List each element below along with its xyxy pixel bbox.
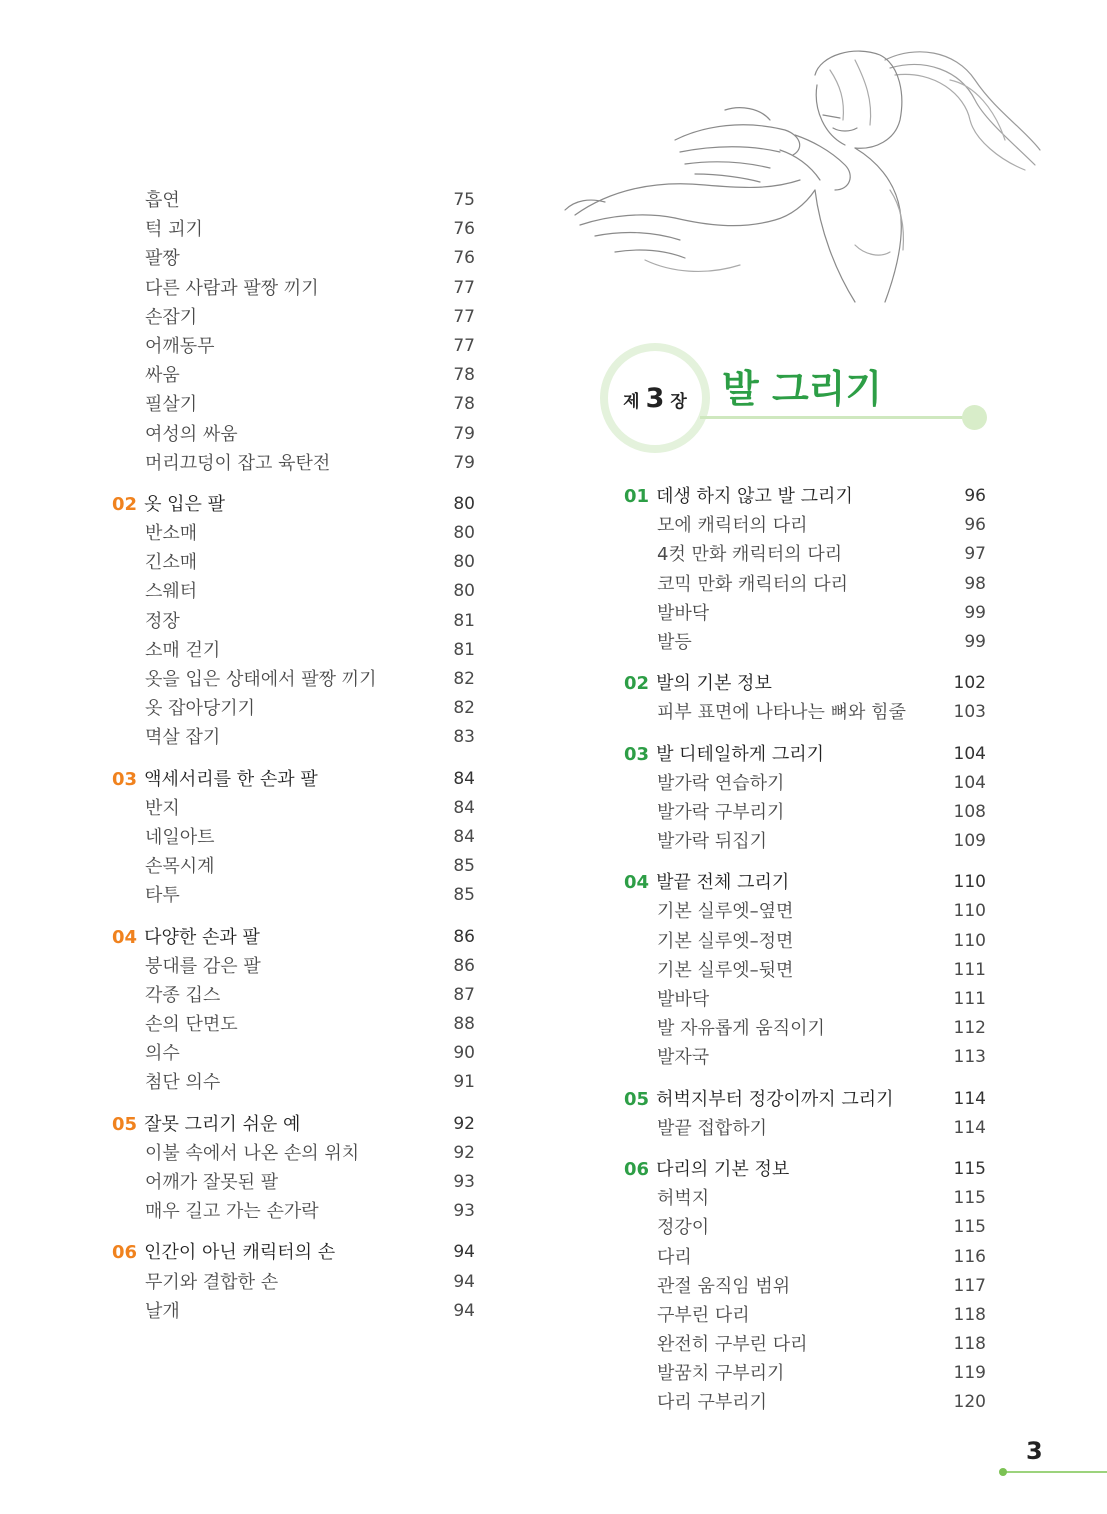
section-number: 02	[112, 493, 138, 515]
page-ref: 94	[453, 1271, 475, 1292]
toc-entry[interactable]: 발가락 뒤집기 109	[624, 827, 986, 856]
toc-entry[interactable]: 긴소매 80	[112, 548, 475, 577]
toc-entry[interactable]: 붕대를 감은 팔 86	[112, 952, 475, 981]
toc-entry[interactable]: 흡연 75	[112, 186, 475, 215]
section-number: 03	[112, 768, 138, 790]
section-title: 액세서리를 한 손과 팔	[144, 768, 318, 790]
page-ref: 117	[953, 1275, 986, 1296]
chapter-divider-dot	[962, 405, 987, 430]
toc-entry[interactable]: 여성의 싸움 79	[112, 420, 475, 449]
section-title: 인간이 아닌 캐릭터의 손	[144, 1242, 336, 1264]
toc-section-heading[interactable]	[112, 765, 475, 794]
toc-entry[interactable]: 소매 걷기 81	[112, 636, 475, 665]
section-title: 옷 입은 팔	[144, 493, 226, 515]
section-number: 01	[624, 486, 650, 507]
page-ref: 90	[453, 1043, 475, 1064]
toc-section	[624, 1155, 986, 1418]
section-number: 04	[112, 926, 138, 948]
toc-entry[interactable]: 옷 잡아당기기 82	[112, 694, 475, 723]
page-ref: 80	[453, 493, 475, 514]
toc-entry[interactable]: 의수 90	[112, 1039, 475, 1068]
page-ref: 104	[953, 743, 986, 764]
toc-section	[624, 740, 986, 857]
page-ref: 76	[453, 248, 475, 269]
page-ref: 98	[964, 573, 986, 594]
page-number-underline	[1003, 1471, 1107, 1473]
page-ref: 111	[953, 989, 986, 1009]
toc-right-column	[624, 482, 986, 1418]
page-ref: 83	[453, 727, 475, 748]
page-ref: 115	[953, 1217, 986, 1238]
toc-entry[interactable]: 팔짱 76	[112, 244, 475, 273]
toc-entry[interactable]: 발가락 연습하기 104	[624, 769, 986, 798]
page-ref: 99	[964, 602, 986, 623]
toc-entry[interactable]: 머리끄덩이 잡고 육탄전 79	[112, 449, 475, 478]
page-ref: 113	[953, 1047, 986, 1068]
section-number: 03	[624, 743, 650, 765]
toc-entry[interactable]: 네일아트 84	[112, 823, 475, 852]
page-ref: 78	[453, 394, 475, 415]
toc-entry[interactable]: 타투 85	[112, 881, 475, 910]
toc-entry[interactable]: 허벅지 115	[624, 1184, 986, 1213]
page-ref: 110	[953, 901, 986, 922]
page-number: 3	[1026, 1437, 1043, 1465]
page-ref: 91	[453, 1072, 475, 1093]
page-ref: 110	[953, 930, 986, 951]
toc-entry[interactable]: 첨단 의수 91	[112, 1068, 475, 1097]
toc-section	[112, 765, 475, 911]
page-ref: 80	[453, 581, 475, 602]
toc-section-heading[interactable]	[624, 482, 986, 511]
section-title: 발끝 전체 그리기	[656, 872, 790, 894]
toc-entry[interactable]: 다른 사람과 팔짱 끼기 77	[112, 274, 475, 303]
page-ref: 119	[953, 1363, 986, 1384]
toc-section	[112, 923, 475, 1098]
page-ref: 75	[453, 190, 475, 210]
chapter-divider	[700, 416, 968, 419]
toc-entry[interactable]: 다리 116	[624, 1243, 986, 1272]
page-ref: 84	[453, 826, 475, 847]
toc-section-heading[interactable]	[112, 1110, 475, 1139]
section-title: 발 디테일하게 그리기	[656, 743, 824, 765]
page-ref: 80	[453, 552, 475, 573]
page-ref: 77	[453, 335, 475, 356]
toc-entry[interactable]: 다리 구부리기 120	[624, 1388, 986, 1417]
section-number: 02	[624, 673, 650, 695]
toc-entry[interactable]: 발등 99	[624, 628, 986, 657]
page-ref: 92	[453, 1142, 475, 1163]
page-ref: 94	[453, 1300, 475, 1321]
page-ref: 82	[453, 698, 475, 719]
section-title: 다양한 손과 팔	[144, 926, 260, 948]
toc-entry[interactable]: 반지 84	[112, 794, 475, 823]
page-ref: 86	[453, 926, 475, 947]
section-number: 05	[624, 1088, 650, 1110]
chapter-title: 발 그리기	[722, 367, 883, 411]
toc-entry[interactable]: 손잡기 77	[112, 303, 475, 332]
toc-section	[112, 1110, 475, 1227]
toc-entry[interactable]: 이불 속에서 나온 손의 위치 92	[112, 1139, 475, 1168]
page-ref: 93	[453, 1201, 475, 1222]
page-number-dot	[999, 1468, 1007, 1476]
page-ref: 116	[953, 1246, 986, 1267]
page-ref: 78	[453, 365, 475, 386]
toc-entry[interactable]: 구부린 다리 118	[624, 1301, 986, 1330]
page-ref: 76	[453, 219, 475, 240]
page-ref: 115	[953, 1188, 986, 1209]
toc-entry[interactable]: 무기와 결합한 손 94	[112, 1268, 475, 1297]
toc-entry[interactable]: 발끝 접합하기 114	[624, 1114, 986, 1143]
section-number: 05	[112, 1113, 138, 1135]
toc-entry[interactable]: 멱살 잡기 83	[112, 723, 475, 752]
page-ref: 99	[964, 631, 986, 652]
page-ref: 84	[453, 768, 475, 789]
section-number: 06	[112, 1242, 138, 1264]
toc-section	[624, 868, 986, 1072]
page-ref: 114	[953, 1117, 986, 1138]
page-ref: 84	[453, 797, 475, 818]
page-ref: 82	[453, 669, 475, 689]
page-ref: 120	[953, 1392, 986, 1413]
page-ref: 104	[953, 772, 986, 793]
toc-entry[interactable]: 반소매 80	[112, 519, 475, 548]
section-title: 잘못 그리기 쉬운 예	[144, 1113, 301, 1135]
character-illustration	[555, 40, 1045, 310]
toc-entry[interactable]: 턱 괴기 76	[112, 215, 475, 244]
toc-section	[624, 1085, 986, 1143]
page-ref: 110	[953, 872, 986, 893]
toc-section-heading[interactable]	[624, 669, 986, 698]
toc-entry[interactable]: 코믹 만화 캐릭터의 다리 98	[624, 570, 986, 599]
chapter-suffix: 장	[670, 391, 687, 412]
toc-entry[interactable]: 발꿈치 구부리기 119	[624, 1359, 986, 1388]
section-title: 허벅지부터 정강이까지 그리기	[656, 1088, 894, 1110]
page-ref: 85	[453, 885, 475, 906]
page-ref: 92	[453, 1113, 475, 1134]
toc-entry[interactable]: 발 자유롭게 움직이기 112	[624, 1014, 986, 1043]
section-title: 데생 하지 않고 발 그리기	[656, 486, 853, 507]
page-ref: 77	[453, 306, 475, 327]
toc-entry[interactable]: 정강이 115	[624, 1213, 986, 1242]
toc-entry[interactable]: 4컷 만화 캐릭터의 다리 97	[624, 540, 986, 569]
toc-section	[624, 669, 986, 727]
page-ref: 88	[453, 1014, 475, 1035]
toc-entry[interactable]: 관절 움직임 범위 117	[624, 1272, 986, 1301]
page-ref: 96	[964, 486, 986, 506]
page-ref: 79	[453, 452, 475, 473]
toc-entry[interactable]: 손의 단면도 88	[112, 1010, 475, 1039]
page-ref: 108	[953, 801, 986, 822]
toc-entry[interactable]: 어깨가 잘못된 팔 93	[112, 1168, 475, 1197]
toc-entry[interactable]: 손목시계 85	[112, 852, 475, 881]
page-ref: 81	[453, 610, 475, 631]
page-ref: 97	[964, 544, 986, 565]
page-ref: 80	[453, 523, 475, 544]
page-ref: 93	[453, 1172, 475, 1192]
chapter-number: 3	[645, 382, 665, 414]
toc-section-heading[interactable]	[624, 868, 986, 897]
page-ref: 115	[953, 1158, 986, 1179]
toc-entry[interactable]: 발바닥 99	[624, 599, 986, 628]
toc-entry[interactable]: 스웨터 80	[112, 577, 475, 606]
toc-section-heading[interactable]	[112, 923, 475, 952]
toc-entry[interactable]: 매우 길고 가는 손가락 93	[112, 1197, 475, 1226]
toc-entry[interactable]: 기본 실루엣–옆면 110	[624, 897, 986, 926]
page-ref: 103	[953, 702, 986, 723]
page-ref: 85	[453, 856, 475, 877]
page-ref: 79	[453, 423, 475, 444]
toc-entry[interactable]: 피부 표면에 나타나는 뼈와 힘줄 103	[624, 698, 986, 727]
toc-section	[112, 186, 475, 478]
toc-section	[624, 482, 986, 657]
page-ref: 112	[953, 1018, 986, 1039]
chapter-prefix: 제	[623, 391, 640, 412]
toc-section-heading[interactable]	[624, 1085, 986, 1114]
section-title: 발의 기본 정보	[656, 673, 772, 695]
toc-left-column	[112, 186, 475, 1326]
page-ref: 114	[953, 1088, 986, 1109]
section-number: 04	[624, 872, 650, 894]
page-ref: 102	[953, 673, 986, 694]
toc-entry[interactable]: 각종 깁스 87	[112, 981, 475, 1010]
page-ref: 81	[453, 639, 475, 660]
toc-section-heading[interactable]	[624, 1155, 986, 1184]
section-title: 다리의 기본 정보	[656, 1158, 790, 1180]
toc-section-heading[interactable]	[112, 1238, 475, 1267]
page-ref: 77	[453, 277, 475, 298]
page-ref: 109	[953, 831, 986, 852]
toc-entry[interactable]: 기본 실루엣–정면 110	[624, 927, 986, 956]
toc-entry[interactable]: 어깨동무 77	[112, 332, 475, 361]
toc-section-heading[interactable]	[624, 740, 986, 769]
toc-entry[interactable]: 발가락 구부리기 108	[624, 798, 986, 827]
page-ref: 118	[953, 1334, 986, 1355]
toc-entry[interactable]: 기본 실루엣–뒷면 111	[624, 956, 986, 985]
page-ref: 96	[964, 515, 986, 536]
page-ref: 94	[453, 1242, 475, 1263]
toc-entry[interactable]: 완전히 구부린 다리 118	[624, 1330, 986, 1359]
section-number: 06	[624, 1158, 650, 1180]
toc-entry[interactable]: 발바닥 111	[624, 985, 986, 1014]
toc-entry[interactable]: 옷을 입은 상태에서 팔짱 끼기 82	[112, 665, 475, 694]
toc-entry[interactable]: 정장 81	[112, 607, 475, 636]
toc-entry[interactable]: 싸움 78	[112, 361, 475, 390]
page-ref: 86	[453, 955, 475, 976]
toc-entry[interactable]: 발자국 113	[624, 1043, 986, 1072]
toc-entry[interactable]: 필살기 78	[112, 390, 475, 419]
page-ref: 118	[953, 1304, 986, 1325]
toc-section	[112, 1238, 475, 1326]
toc-section-heading[interactable]	[112, 490, 475, 519]
page-ref: 87	[453, 984, 475, 1005]
toc-section	[112, 490, 475, 753]
toc-entry[interactable]: 모에 캐릭터의 다리 96	[624, 511, 986, 540]
chapter-badge	[600, 343, 710, 453]
page-ref: 111	[953, 959, 986, 980]
toc-entry[interactable]: 날개 94	[112, 1297, 475, 1326]
